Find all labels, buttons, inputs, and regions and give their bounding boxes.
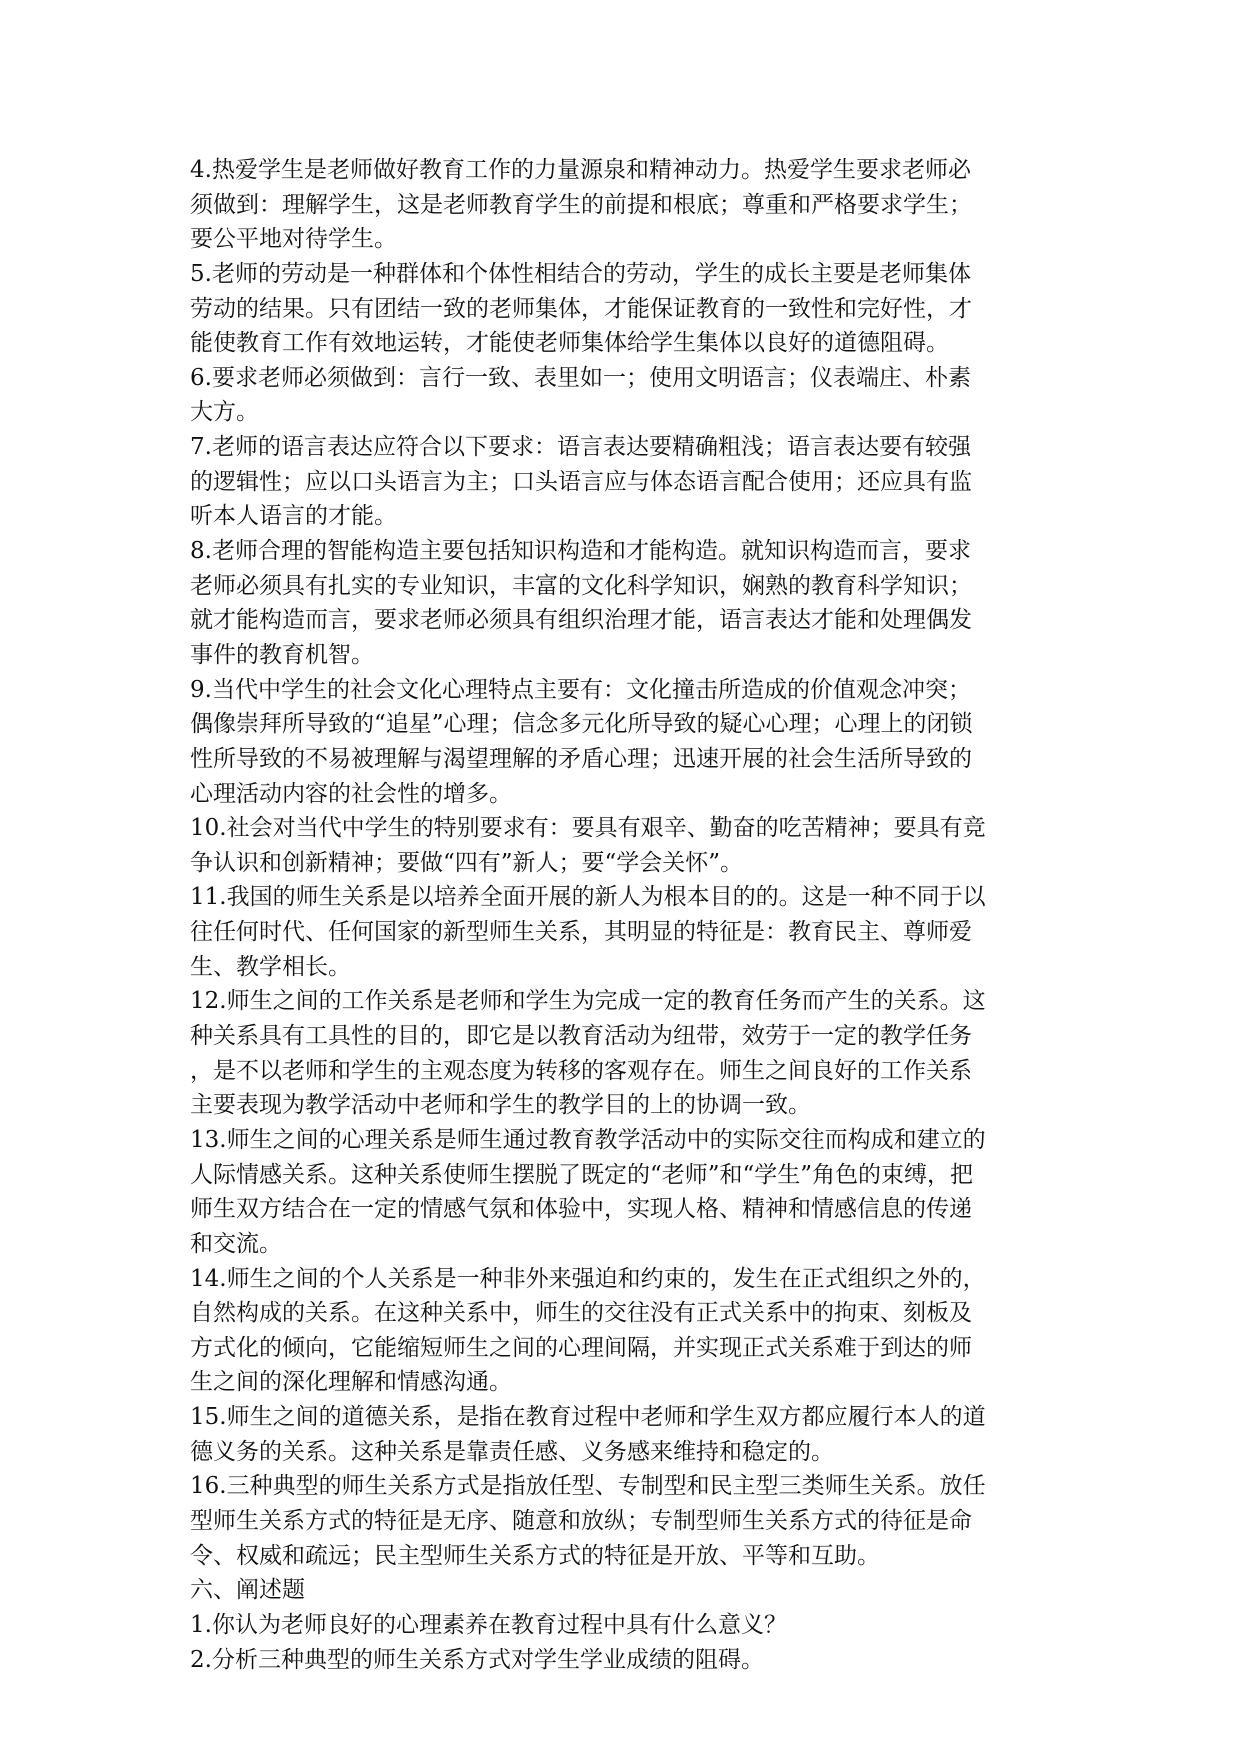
- text-line: 种关系具有工具性的目的，即它是以教育活动为纽带，效劳于一定的教学任务: [190, 1023, 972, 1050]
- text-line: 令、权威和疏远；民主型师生关系方式的特征是开放、平等和互助。: [190, 1542, 880, 1569]
- text-line: 生之间的深化理解和情感沟通。: [190, 1369, 512, 1396]
- text-line: 性所导致的不易被理解与渴望理解的矛盾心理；迅速开展的社会生活所导致的: [190, 745, 972, 772]
- text-line: 和交流。: [190, 1230, 282, 1257]
- text-line: 劳动的结果。只有团结一致的老师集体，才能保证教育的一致性和完好性，才: [190, 295, 972, 322]
- text-line: 14.师生之间的个人关系是一种非外来强迫和约束的，发生在正式组织之外的，: [190, 1265, 986, 1292]
- text-line: 生、教学相长。: [190, 953, 351, 980]
- text-line: 德义务的关系。这种关系是靠责任感、义务感来维持和稳定的。: [190, 1438, 834, 1465]
- text-line: 能使教育工作有效地运转，才能使老师集体给学生集体以良好的道德阻碍。: [190, 330, 949, 357]
- question-item: 1.你认为老师良好的心理素养在教育过程中具有什么意义？: [190, 1611, 787, 1638]
- text-line: 大方。: [190, 399, 259, 426]
- text-line: 12.师生之间的工作关系是老师和学生为完成一定的教育任务而产生的关系。这: [190, 988, 986, 1015]
- text-line: 4.热爱学生是老师做好教育工作的力量源泉和精神动力。热爱学生要求老师必: [190, 157, 971, 183]
- text-line: 争认识和创新精神；要做“四有”新人；要“学会关怀”。: [190, 849, 744, 876]
- section-heading: 六、阐述题: [190, 1577, 305, 1604]
- text-line: 就才能构造而言，要求老师必须具有组织治理才能，语言表达才能和处理偶发: [190, 607, 972, 634]
- text-line: 5.老师的劳动是一种群体和个体性相结合的劳动，学生的成长主要是老师集体: [190, 260, 971, 287]
- text-line: 人际情感关系。这种关系使师生摆脱了既定的“老师”和“学生”角色的束缚，把: [190, 1161, 974, 1188]
- text-line: 自然构成的关系。在这种关系中，师生的交往没有正式关系中的拘束、刻板及: [190, 1300, 972, 1327]
- text-line: 11.我国的师生关系是以培养全面开展的新人为根本目的的。这是一种不同于以: [190, 884, 986, 911]
- text-line: 6.要求老师必须做到：言行一致、表里如一；使用文明语言；仪表端庄、朴素: [190, 364, 971, 391]
- text-line: 型师生关系方式的特征是无序、随意和放纵；专制型师生关系方式的待征是命: [190, 1507, 972, 1534]
- text-line: 事件的教育机智。: [190, 641, 374, 668]
- text-line: 9.当代中学生的社会文化心理特点主要有：文化撞击所造成的价值观念冲突；: [190, 676, 971, 703]
- text-line: 16.三种典型的师生关系方式是指放任型、专制型和民主型三类师生关系。放任: [190, 1473, 986, 1500]
- text-line: 须做到：理解学生，这是老师教育学生的前提和根底；尊重和严格要求学生；: [190, 191, 972, 218]
- text-line: 主要表现为教学活动中老师和学生的教学目的上的协调一致。: [190, 1092, 811, 1119]
- text-line: 往任何时代、任何国家的新型师生关系，其明显的特征是：教育民主、尊师爱: [190, 919, 972, 946]
- text-line: 的逻辑性；应以口头语言为主；口头语言应与体态语言配合使用；还应具有监: [190, 468, 972, 495]
- text-line: 老师必须具有扎实的专业知识，丰富的文化科学知识，娴熟的教育科学知识；: [190, 572, 972, 599]
- text-line: 8.老师合理的智能构造主要包括知识构造和才能构造。就知识构造而言，要求: [190, 538, 971, 565]
- text-line: 心理活动内容的社会性的增多。: [190, 780, 512, 807]
- text-line: 师生双方结合在一定的情感气氛和体验中，实现人格、精神和情感信息的传递: [190, 1196, 972, 1223]
- question-item: 2.分析三种典型的师生关系方式对学生学业成绩的阻碍。: [190, 1646, 764, 1673]
- text-line: 10.社会对当代中学生的特别要求有：要具有艰辛、勤奋的吃苦精神；要具有竞: [190, 815, 986, 842]
- text-line: 要公平地对待学生。: [190, 226, 397, 253]
- text-line: 13.师生之间的心理关系是师生通过教育教学活动中的实际交往而构成和建立的: [190, 1126, 986, 1153]
- text-line: 偶像崇拜所导致的“追星”心理；信念多元化所导致的疑心心理；心理上的闭锁: [190, 711, 973, 738]
- text-line: ，是不以老师和学生的主观态度为转移的客观存在。师生之间良好的工作关系: [190, 1057, 972, 1084]
- text-line: 7.老师的语言表达应符合以下要求：语言表达要精确粗浅；语言表达要有较强: [190, 434, 971, 461]
- document-body: [190, 153, 1055, 1677]
- text-line: 15.师生之间的道德关系，是指在教育过程中老师和学生双方都应履行本人的道: [190, 1404, 986, 1431]
- text-line: 听本人语言的才能。: [190, 503, 397, 530]
- text-line: 方式化的倾向，它能缩短师生之间的心理间隔，并实现正式关系难于到达的师: [190, 1334, 972, 1361]
